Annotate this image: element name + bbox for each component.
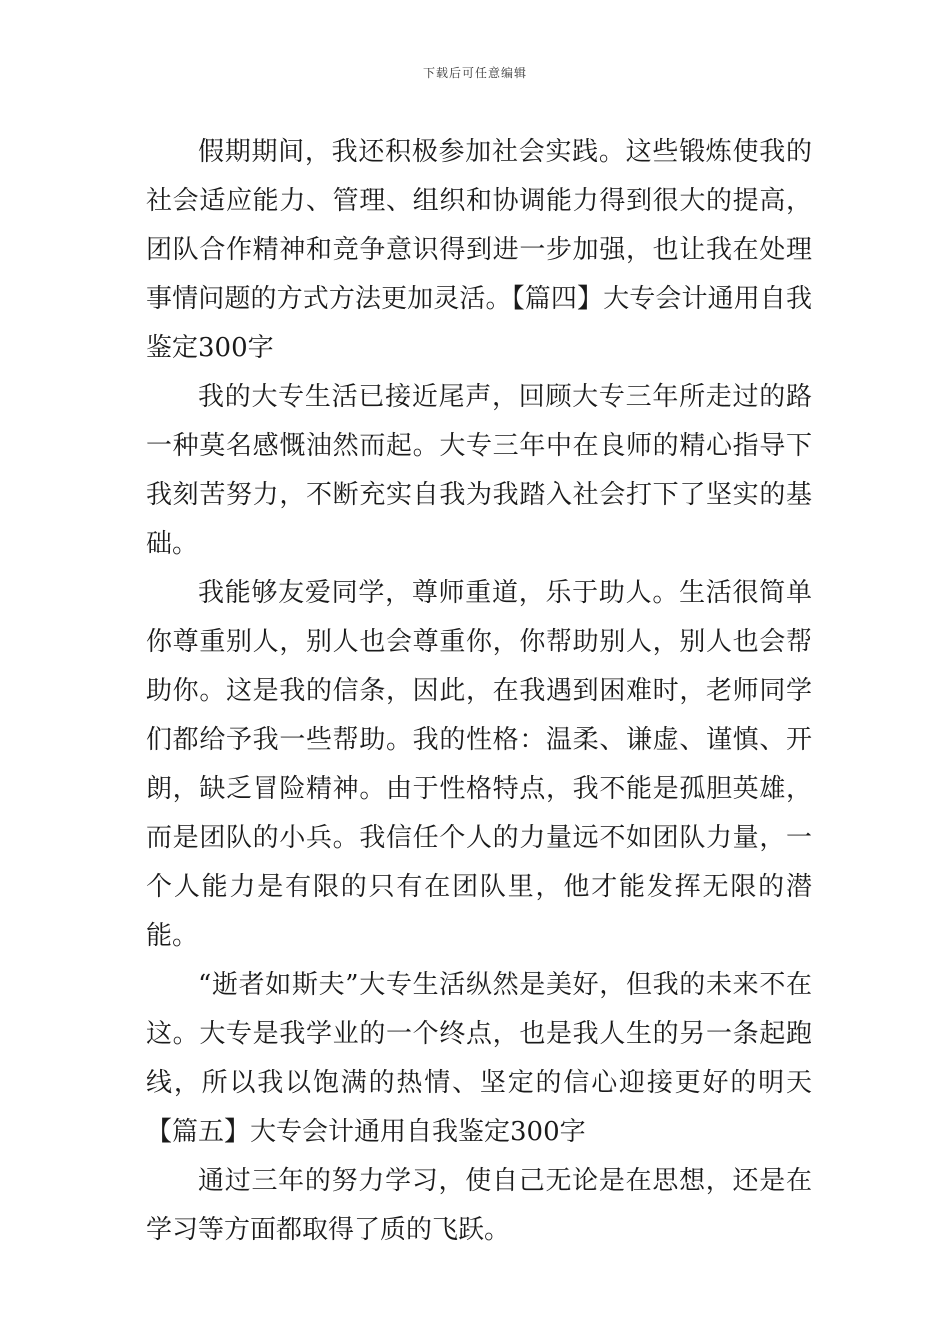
paragraph-2: 我的大专生活已接近尾声，回顾大专三年所走过的路一种莫名感慨油然而起。大专三年中在良师的精心指导下我刻苦努力，不断充实自我为我踏入社会打下了坚实的基础。 bbox=[146, 382, 812, 559]
paragraph-3: 我能够友爱同学，尊师重道，乐于助人。生活很简单你尊重别人，别人也会尊重你，你帮助别人，别人也会帮助你。这是我的信条，因此，在我遇到困难时，老师同学们都给予我一些帮助。我的性格：温柔、谦虚、谨慎、开朗，缺乏冒险精神。由于性格特点，我不能是孤胆英雄，而是团队的小兵。我信任个人的力量远不如团队力量，一个人能力是有限的只有在团队里，他才能发挥无限的潜能。 bbox=[146, 578, 812, 951]
paragraph-5: 通过三年的努力学习，使自己无论是在思想，还是在学习等方面都取得了质的飞跃。 bbox=[146, 1166, 812, 1245]
paragraph-4: “逝者如斯夫”大专生活纵然是美好，但我的未来不在这。大专是我学业的一个终点，也是我人生的另一条起跑线，所以我以饱满的热情、坚定的信心迎接更好的明天【篇五】大专会计通用自我鉴定300字 bbox=[146, 970, 812, 1147]
document-body bbox=[146, 128, 812, 1255]
paragraph-1: 假期期间，我还积极参加社会实践。这些锻炼使我的社会适应能力、管理、组织和协调能力得到很大的提高，团队合作精神和竞争意识得到进一步加强，也让我在处理事情问题的方式方法更加灵活。【篇四】大专会计通用自我鉴定300字 bbox=[146, 137, 812, 363]
page-header: 下载后可任意编辑 bbox=[422, 66, 527, 80]
